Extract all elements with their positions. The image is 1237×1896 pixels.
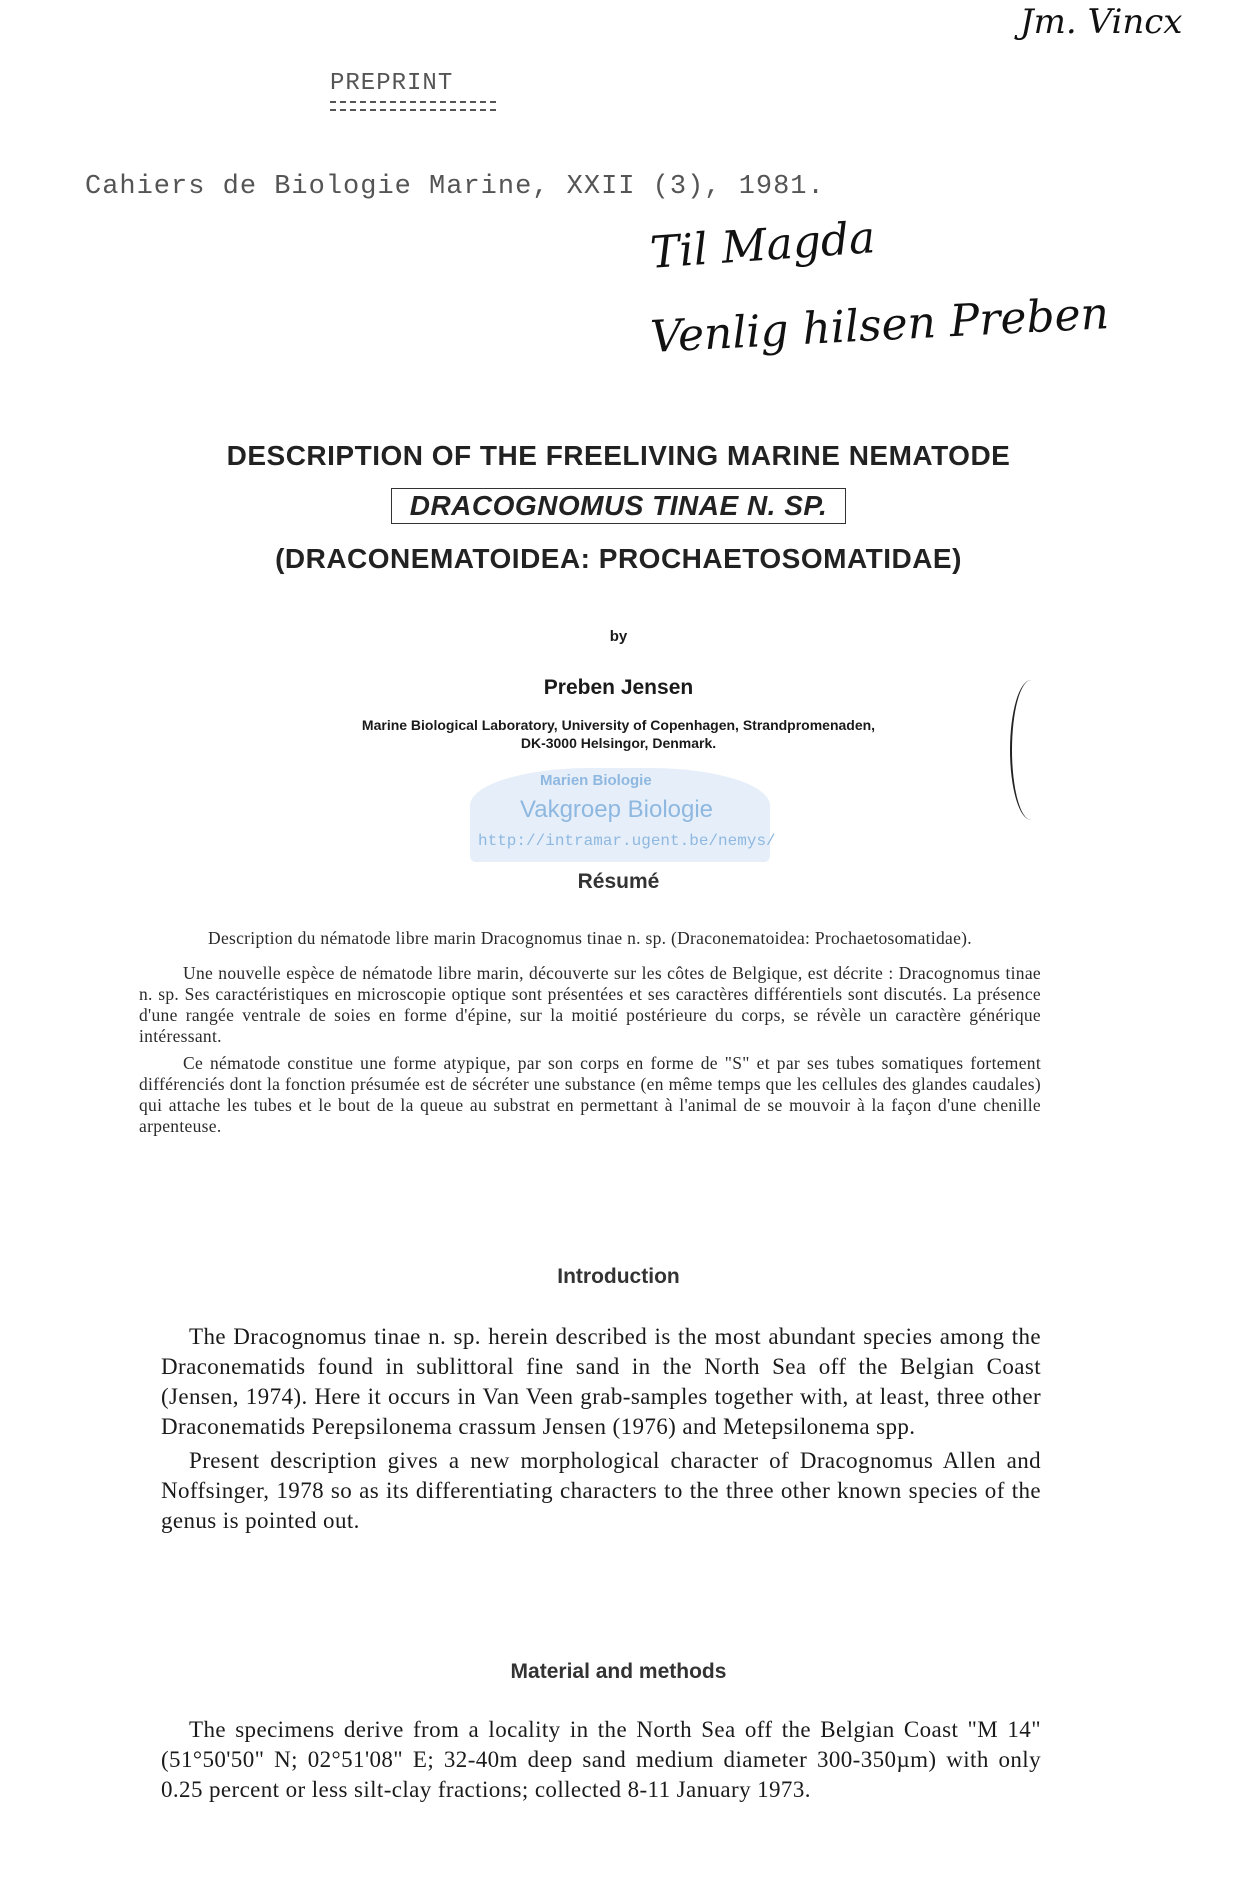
title-line-1: DESCRIPTION OF THE FREELIVING MARINE NEMATODE [226, 440, 1011, 471]
resume-section [139, 928, 1041, 1143]
introduction-paragraph: The Dracognomus tinae n. sp. herein described is the most abundant species among the Draconematids found in sublittoral fine sand in the North Sea off the Belgian Coast (Jensen, 1974). Here it occurs in Van Veen grab-samples together with, at least, three other Draconematids Perepsilonema crassum Jensen (1976) and Metepsilonema spp. [161, 1324, 1041, 1439]
watermark-text: Marien Biologie [540, 772, 652, 789]
journal-citation: Cahiers de Biologie Marine, XXII (3), 1981. [85, 172, 825, 202]
resume-paragraph: Une nouvelle espèce de nématode libre marin, découverte sur les côtes de Belgique, est décrite : Dracognomus tinae n. sp. Ses caractéristiques en microscopie optique sont présentées et ses caractères différentiels sont discutés. La présence d'une rangée ventrale de soies en forme d'épine, sur la moitié postérieure du corps, se révèle un caractère générique intéressant. [139, 963, 1041, 1046]
handwritten-annotation: Jm. Vincx [1020, 2, 1183, 42]
introduction-section [161, 1322, 1041, 1540]
introduction-heading: Introduction [557, 1265, 680, 1288]
preprint-label: PREPRINT [330, 70, 454, 97]
watermark-text: Vakgroep Biologie [520, 796, 714, 823]
methods-paragraph: The specimens derive from a locality in the North Sea off the Belgian Coast "M 14" (51°50'50" N; 02°51'08" E; 32-40m deep sand medium diameter 300-350µm) with only 0.25 percent or less silt-clay fractions; collected 8-11 January 1973. [161, 1717, 1041, 1802]
handwritten-dedication: Til Magda [648, 212, 877, 279]
title-line-3: (DRACONEMATOIDEA: PROCHAETOSOMATIDAE) [275, 543, 962, 574]
preprint-underline [330, 101, 496, 111]
species-name: DRACOGNOMUS TINAE N. SP. [391, 488, 847, 524]
byline-by: by [609, 628, 628, 645]
methods-heading: Material and methods [510, 1660, 727, 1683]
introduction-paragraph: Present description gives a new morphological character of Dracognomus Allen and Noffsinger, 1978 so as its differentiating characters to the three other known species of the genus is pointed out. [161, 1448, 1041, 1533]
methods-section [161, 1715, 1041, 1809]
resume-description: Description du nématode libre marin Dracognomus tinae n. sp. (Draconematoidea: Prochaetosomatidae). [208, 928, 972, 948]
affiliation-line-2: DK-3000 Helsingor, Denmark. [520, 735, 717, 751]
watermark-url: http://intramar.ugent.be/nemys/ [478, 832, 776, 850]
title-line-2 [0, 488, 1237, 524]
author-name: Preben Jensen [543, 676, 694, 699]
resume-paragraph: Ce nématode constitue une forme atypique, par son corps en forme de "S" et par ses tubes somatiques fortement différenciés dont la fonction présumée est de sécréter une substance (en même temps que les cellules des glandes caudales) qui attache les tubes et le bout de la queue au substrat en permettant à l'animal de se mouvoir à la façon d'une chenille arpenteuse. [139, 1053, 1041, 1136]
margin-bracket-mark [1010, 680, 1052, 820]
resume-heading: Résumé [577, 870, 660, 893]
handwritten-signature: Venlig hilsen Preben [648, 288, 1111, 363]
affiliation-line-1: Marine Biological Laboratory, University of Copenhagen, Strandpromenaden, [361, 717, 876, 733]
